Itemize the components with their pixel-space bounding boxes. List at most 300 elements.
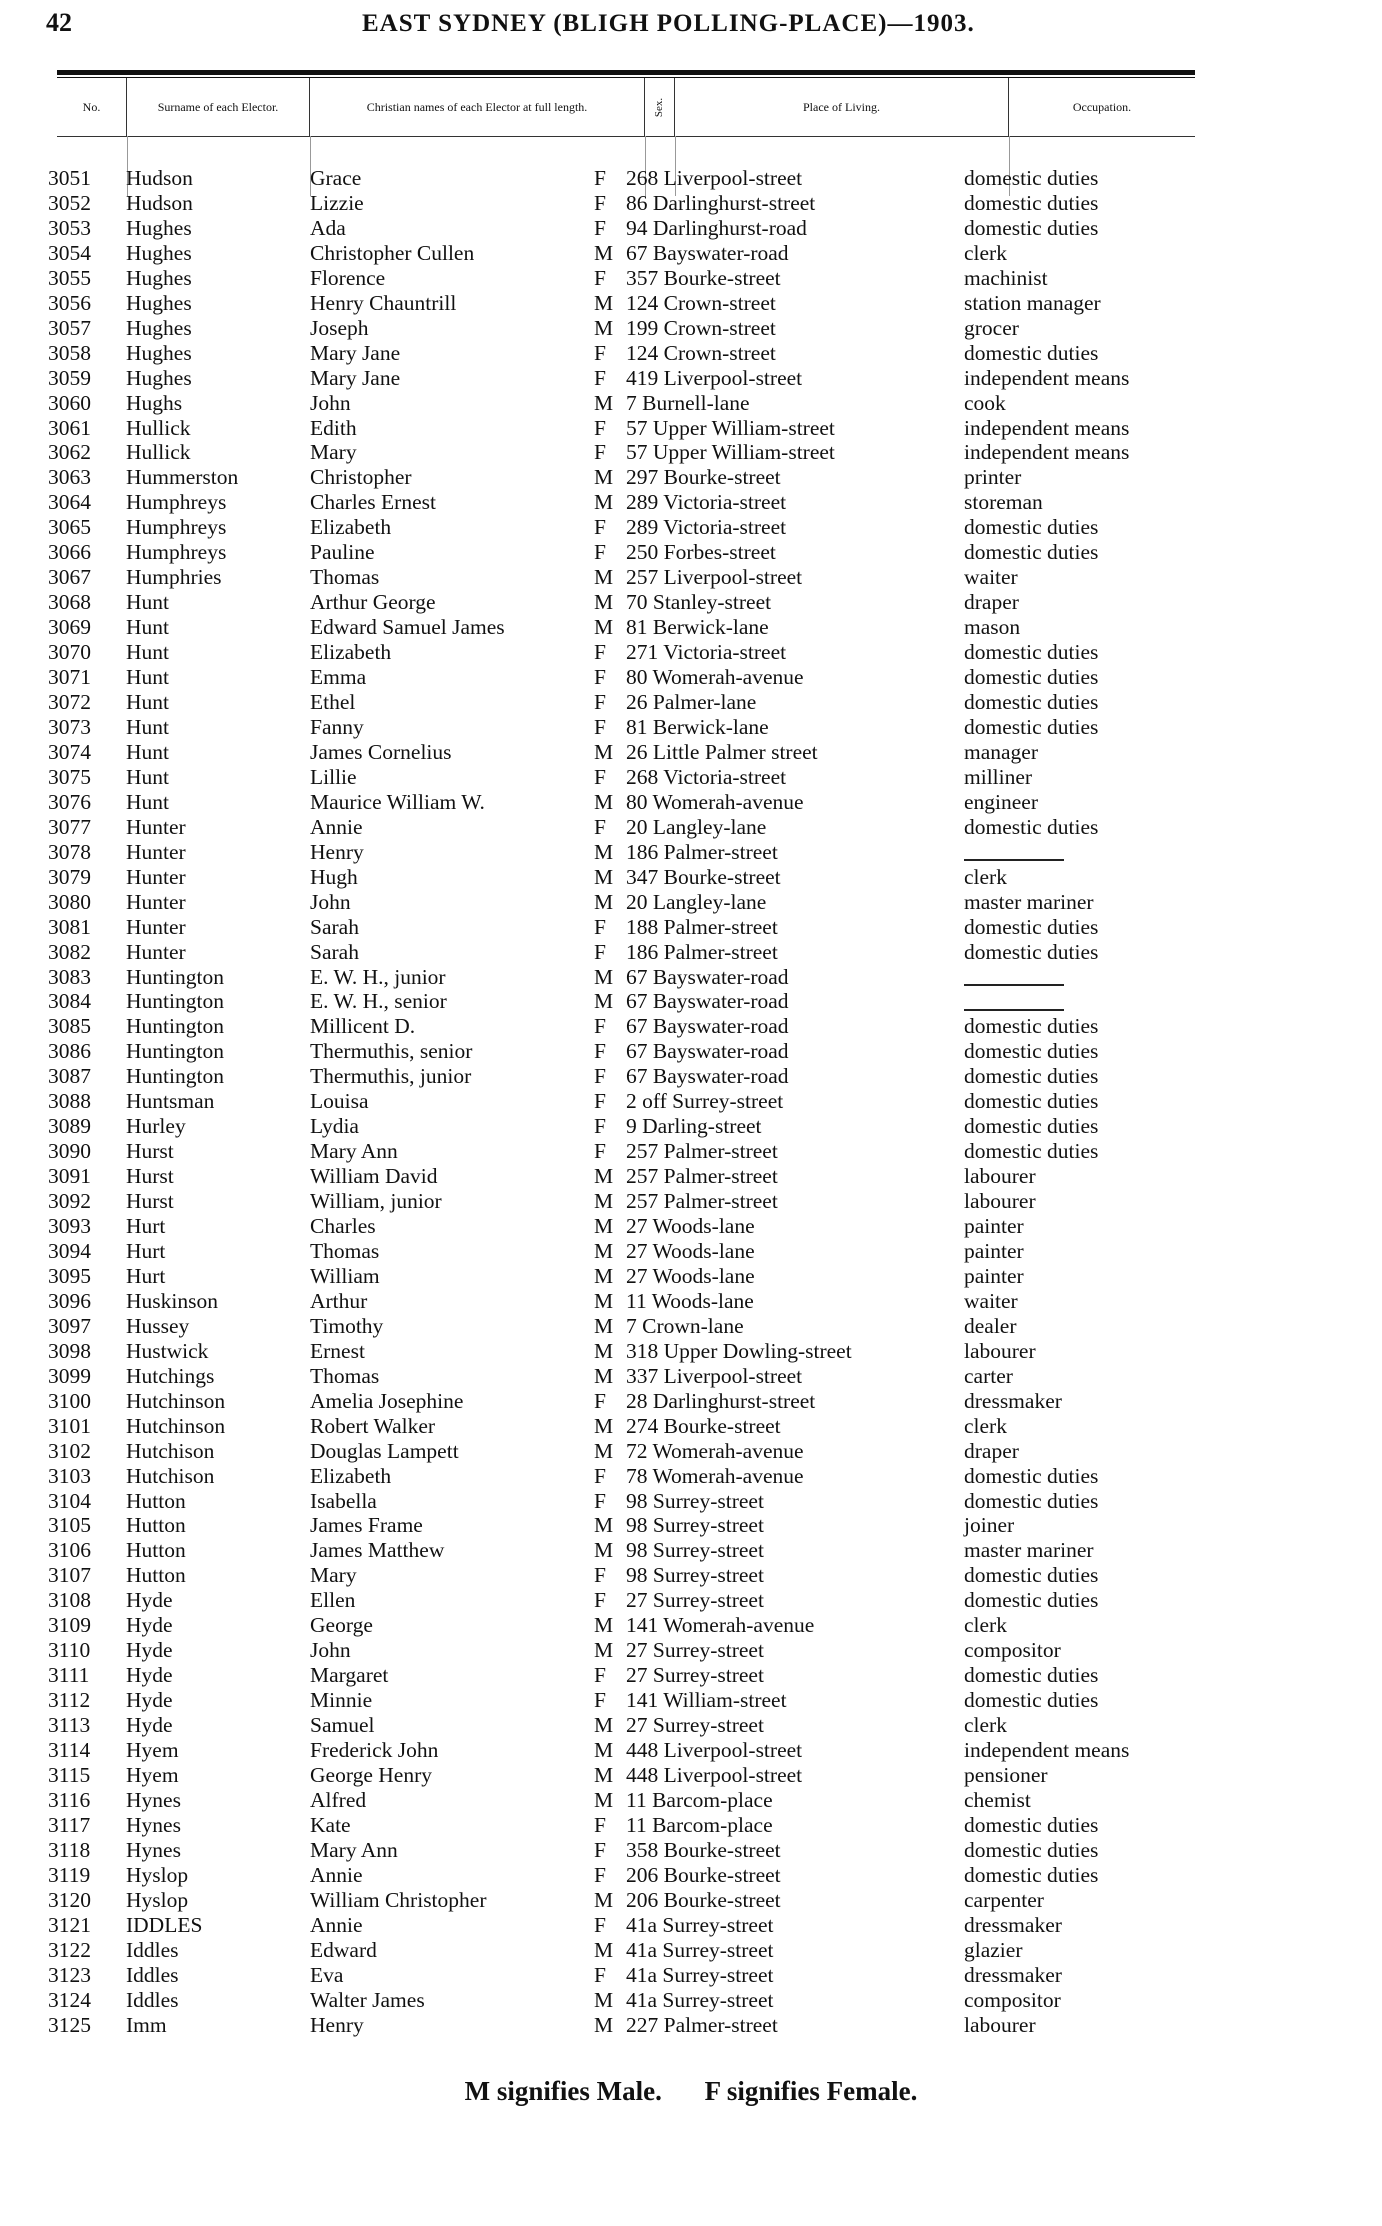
elector-sex: F <box>594 1089 606 1114</box>
table-row <box>0 940 1382 965</box>
table-row <box>0 865 1382 890</box>
table-row <box>0 316 1382 341</box>
elector-number: 3075 <box>48 764 91 789</box>
elector-sex: F <box>594 340 606 365</box>
elector-occupation: domestic duties <box>964 1064 1099 1089</box>
table-row <box>0 665 1382 690</box>
elector-occupation <box>964 989 1064 1014</box>
elector-number: 3063 <box>48 465 91 490</box>
col-head-surname: Surname of each Elector. <box>127 78 310 136</box>
elector-number: 3121 <box>48 1912 91 1937</box>
elector-christian-names: Mary Jane <box>310 340 401 365</box>
elector-occupation: dressmaker <box>964 1388 1062 1413</box>
elector-sex: F <box>594 1064 606 1089</box>
elector-occupation: mason <box>964 615 1021 640</box>
elector-sex: M <box>594 739 614 764</box>
elector-surname: Hunter <box>126 914 186 939</box>
elector-surname: Hunter <box>126 814 186 839</box>
elector-occupation: pensioner <box>964 1763 1048 1787</box>
elector-number: 3096 <box>48 1288 91 1313</box>
elector-number: 3055 <box>48 265 91 290</box>
elector-sex: F <box>594 515 606 540</box>
table-row <box>0 615 1382 640</box>
elector-christian-names: Mary Ann <box>310 1139 398 1164</box>
elector-surname: Hynes <box>126 1837 181 1862</box>
elector-number: 3125 <box>48 2012 91 2037</box>
elector-sex: F <box>594 415 606 440</box>
elector-number: 3053 <box>48 215 91 240</box>
legend-male: M signifies Male. <box>464 2076 662 2106</box>
elector-number: 3109 <box>48 1613 91 1638</box>
elector-surname: Hunt <box>126 739 169 764</box>
elector-number: 3110 <box>48 1638 91 1663</box>
occupation-blank-dash <box>964 984 1064 986</box>
elector-number: 3078 <box>48 839 91 864</box>
elector-place-of-living: 41a Surrey-street <box>626 1912 774 1937</box>
elector-sex: F <box>594 540 606 565</box>
elector-occupation: domestic duties <box>964 1139 1099 1164</box>
elector-number: 3065 <box>48 515 91 540</box>
elector-place-of-living: 27 Surrey-street <box>626 1588 764 1613</box>
elector-number: 3097 <box>48 1313 91 1338</box>
elector-place-of-living: 20 Langley-lane <box>626 889 767 914</box>
table-row <box>0 1713 1382 1738</box>
elector-number: 3124 <box>48 1987 91 2012</box>
elector-number: 3072 <box>48 690 91 715</box>
elector-occupation: domestic duties <box>964 1563 1099 1588</box>
elector-sex: F <box>594 215 606 240</box>
elector-place-of-living: 41a Surrey-street <box>626 1937 774 1962</box>
elector-christian-names: Thomas <box>310 1238 380 1263</box>
elector-place-of-living: 186 Palmer-street <box>626 939 778 964</box>
elector-occupation: independent means <box>964 365 1130 390</box>
elector-surname: Hurt <box>126 1263 166 1288</box>
elector-place-of-living: 257 Palmer-street <box>626 1164 778 1189</box>
elector-surname: Hurt <box>126 1238 166 1263</box>
elector-number: 3103 <box>48 1463 91 1488</box>
table-row <box>0 216 1382 241</box>
elector-sex: M <box>594 590 614 615</box>
elector-place-of-living: 98 Surrey-street <box>626 1538 764 1563</box>
elector-place-of-living: 206 Bourke-street <box>626 1887 781 1912</box>
table-row <box>0 590 1382 615</box>
table-row <box>0 1963 1382 1988</box>
elector-sex: M <box>594 315 614 340</box>
elector-sex: F <box>594 1688 606 1713</box>
table-row <box>0 166 1382 191</box>
elector-occupation: clerk <box>964 1613 1007 1638</box>
occupation-blank-dash <box>964 859 1064 861</box>
elector-place-of-living: 11 Woods-lane <box>626 1288 754 1313</box>
elector-number: 3100 <box>48 1388 91 1413</box>
elector-christian-names: Edith <box>310 415 357 440</box>
elector-place-of-living: 98 Surrey-street <box>626 1513 764 1538</box>
elector-sex: F <box>594 914 606 939</box>
elector-surname: Humphreys <box>126 490 227 515</box>
elector-surname: Huntsman <box>126 1089 215 1114</box>
elector-christian-names: Henry Chauntrill <box>310 290 457 315</box>
elector-number: 3093 <box>48 1214 91 1239</box>
elector-place-of-living: 227 Palmer-street <box>626 2012 778 2037</box>
col-head-sex-label: Sex. <box>653 97 665 117</box>
table-row <box>0 341 1382 366</box>
elector-place-of-living: 67 Bayswater-road <box>626 1014 789 1039</box>
elector-surname: Huskinson <box>126 1288 218 1313</box>
elector-place-of-living: 271 Victoria-street <box>626 640 787 665</box>
occupation-blank-dash <box>964 1009 1064 1011</box>
elector-number: 3099 <box>48 1363 91 1388</box>
table-row <box>0 1014 1382 1039</box>
elector-place-of-living: 347 Bourke-street <box>626 864 781 889</box>
elector-place-of-living: 81 Berwick-lane <box>626 714 769 739</box>
elector-occupation: domestic duties <box>964 1014 1099 1039</box>
elector-occupation: labourer <box>964 2012 1036 2037</box>
elector-place-of-living: 7 Crown-lane <box>626 1313 744 1338</box>
table-row <box>0 1389 1382 1414</box>
elector-christian-names: Florence <box>310 265 386 290</box>
table-row <box>0 416 1382 441</box>
elector-christian-names: Annie <box>310 1912 363 1937</box>
elector-christian-names: Frederick John <box>310 1738 439 1763</box>
elector-sex: M <box>594 1937 614 1962</box>
elector-surname: Hummerston <box>126 465 239 490</box>
elector-christian-names: Alfred <box>310 1787 367 1812</box>
table-row <box>0 1938 1382 1963</box>
elector-surname: Hunter <box>126 839 186 864</box>
elector-christian-names: Fanny <box>310 714 364 739</box>
elector-sex: F <box>594 1837 606 1862</box>
elector-occupation: compositor <box>964 1638 1061 1663</box>
table-row <box>0 540 1382 565</box>
elector-sex: F <box>594 1463 606 1488</box>
elector-number: 3115 <box>48 1763 91 1787</box>
elector-christian-names: Eva <box>310 1962 344 1987</box>
elector-surname: Iddles <box>126 1987 179 2012</box>
elector-surname: Huntington <box>126 989 224 1014</box>
elector-christian-names: Margaret <box>310 1663 389 1688</box>
elector-place-of-living: 206 Bourke-street <box>626 1862 781 1887</box>
elector-surname: Hunt <box>126 690 169 715</box>
elector-number: 3119 <box>48 1862 91 1887</box>
elector-surname: Hunter <box>126 864 186 889</box>
elector-surname: Hutchison <box>126 1463 215 1488</box>
elector-christian-names: Thermuthis, senior <box>310 1039 473 1064</box>
elector-place-of-living: 141 Womerah-avenue <box>626 1613 815 1638</box>
elector-sex: M <box>594 1164 614 1189</box>
table-row <box>0 366 1382 391</box>
elector-number: 3087 <box>48 1064 91 1089</box>
elector-place-of-living: 80 Womerah-avenue <box>626 789 804 814</box>
elector-christian-names: Arthur George <box>310 590 436 615</box>
elector-surname: Hyde <box>126 1613 173 1638</box>
elector-sex: F <box>594 764 606 789</box>
elector-christian-names: Walter James <box>310 1987 425 2012</box>
table-row <box>0 1763 1382 1788</box>
elector-sex: M <box>594 1513 614 1538</box>
elector-place-of-living: 20 Langley-lane <box>626 814 767 839</box>
elector-sex: M <box>594 1263 614 1288</box>
elector-sex: F <box>594 166 606 190</box>
elector-sex: M <box>594 1787 614 1812</box>
elector-occupation: domestic duties <box>964 914 1099 939</box>
elector-place-of-living: 28 Darlinghurst-street <box>626 1388 816 1413</box>
table-row <box>0 1663 1382 1688</box>
elector-christian-names: Louisa <box>310 1089 369 1114</box>
elector-place-of-living: 41a Surrey-street <box>626 1987 774 2012</box>
elector-occupation: labourer <box>964 1338 1036 1363</box>
elector-christian-names: Thomas <box>310 1363 380 1388</box>
elector-number: 3106 <box>48 1538 91 1563</box>
elector-occupation: clerk <box>964 1713 1007 1738</box>
table-row <box>0 1214 1382 1239</box>
elector-sex: F <box>594 1139 606 1164</box>
elector-occupation: manager <box>964 739 1039 764</box>
table-row <box>0 1039 1382 1064</box>
elector-occupation: station manager <box>964 290 1101 315</box>
elector-sex: F <box>594 1014 606 1039</box>
elector-number: 3120 <box>48 1887 91 1912</box>
elector-surname: Hunt <box>126 590 169 615</box>
elector-christian-names: Henry <box>310 839 364 864</box>
elector-christian-names: Sarah <box>310 914 359 939</box>
elector-sex: M <box>594 989 614 1014</box>
elector-sex: F <box>594 1488 606 1513</box>
elector-christian-names: Ada <box>310 215 346 240</box>
table-row <box>0 1913 1382 1938</box>
elector-christian-names: Edward <box>310 1937 377 1962</box>
elector-number: 3073 <box>48 714 91 739</box>
elector-christian-names: E. W. H., senior <box>310 989 447 1014</box>
elector-number: 3108 <box>48 1588 91 1613</box>
elector-surname: Huntington <box>126 1064 224 1089</box>
elector-occupation: milliner <box>964 764 1033 789</box>
elector-christian-names: George <box>310 1613 373 1638</box>
elector-christian-names: John <box>310 1638 351 1663</box>
elector-number: 3091 <box>48 1164 91 1189</box>
elector-occupation: carter <box>964 1363 1013 1388</box>
elector-surname: Hurst <box>126 1189 174 1214</box>
elector-christian-names: John <box>310 390 351 415</box>
elector-place-of-living: 27 Woods-lane <box>626 1263 755 1288</box>
page-header <box>0 4 1382 40</box>
elector-occupation: domestic duties <box>964 1862 1099 1887</box>
elector-occupation: domestic duties <box>964 665 1099 690</box>
elector-surname: Huntington <box>126 1014 224 1039</box>
elector-christian-names: Mary Ann <box>310 1837 398 1862</box>
elector-number: 3082 <box>48 939 91 964</box>
elector-number: 3052 <box>48 190 91 215</box>
elector-number: 3071 <box>48 665 91 690</box>
elector-sex: M <box>594 1338 614 1363</box>
elector-number: 3077 <box>48 814 91 839</box>
elector-christian-names: Thermuthis, junior <box>310 1064 472 1089</box>
elector-sex: M <box>594 789 614 814</box>
column-headers <box>57 78 1195 137</box>
elector-surname: Hurt <box>126 1214 166 1239</box>
elector-occupation: carpenter <box>964 1887 1044 1912</box>
elector-christian-names: Hugh <box>310 864 358 889</box>
elector-number: 3092 <box>48 1189 91 1214</box>
elector-occupation: domestic duties <box>964 690 1099 715</box>
elector-sex: M <box>594 565 614 590</box>
header-rule-thick <box>57 70 1195 75</box>
elector-place-of-living: 98 Surrey-street <box>626 1488 764 1513</box>
elector-place-of-living: 67 Bayswater-road <box>626 1039 789 1064</box>
elector-place-of-living: 199 Crown-street <box>626 315 776 340</box>
elector-surname: Hullick <box>126 440 191 465</box>
elector-sex: M <box>594 1214 614 1239</box>
elector-number: 3088 <box>48 1089 91 1114</box>
elector-christian-names: Robert Walker <box>310 1413 436 1438</box>
elector-sex: F <box>594 1912 606 1937</box>
elector-sex: M <box>594 2012 614 2037</box>
elector-surname: Humphreys <box>126 540 227 565</box>
elector-surname: Hutton <box>126 1488 186 1513</box>
elector-occupation: machinist <box>964 265 1048 290</box>
elector-place-of-living: 81 Berwick-lane <box>626 615 769 640</box>
elector-number: 3058 <box>48 340 91 365</box>
table-row <box>0 1988 1382 2013</box>
elector-christian-names: Mary <box>310 440 357 465</box>
elector-christian-names: Maurice William W. <box>310 789 485 814</box>
elector-sex: M <box>594 839 614 864</box>
elector-occupation: domestic duties <box>964 1837 1099 1862</box>
elector-number: 3086 <box>48 1039 91 1064</box>
elector-sex: M <box>594 290 614 315</box>
elector-place-of-living: 94 Darlinghurst-road <box>626 215 807 240</box>
table-row <box>0 1738 1382 1763</box>
elector-place-of-living: 11 Barcom-place <box>626 1812 773 1837</box>
table-row <box>0 1439 1382 1464</box>
table-row <box>0 565 1382 590</box>
elector-place-of-living: 257 Palmer-street <box>626 1189 778 1214</box>
elector-surname: Hyslop <box>126 1862 189 1887</box>
elector-christian-names: Pauline <box>310 540 375 565</box>
elector-surname: Imm <box>126 2012 167 2037</box>
elector-occupation: master mariner <box>964 889 1094 914</box>
table-row <box>0 1563 1382 1588</box>
elector-place-of-living: 268 Liverpool-street <box>626 166 803 190</box>
elector-number: 3089 <box>48 1114 91 1139</box>
elector-place-of-living: 78 Womerah-avenue <box>626 1463 804 1488</box>
elector-occupation: storeman <box>964 490 1043 515</box>
elector-christian-names: William David <box>310 1164 438 1189</box>
elector-place-of-living: 80 Womerah-avenue <box>626 665 804 690</box>
elector-sex: F <box>594 814 606 839</box>
elector-number: 3094 <box>48 1238 91 1263</box>
elector-number: 3070 <box>48 640 91 665</box>
elector-sex: M <box>594 1288 614 1313</box>
elector-sex: M <box>594 1763 614 1787</box>
elector-surname: Hurst <box>126 1164 174 1189</box>
table-row <box>0 1538 1382 1563</box>
elector-surname: Hurst <box>126 1139 174 1164</box>
elector-surname: Hullick <box>126 415 191 440</box>
elector-number: 3067 <box>48 565 91 590</box>
elector-number: 3122 <box>48 1937 91 1962</box>
elector-place-of-living: 419 Liverpool-street <box>626 365 803 390</box>
elector-occupation: dressmaker <box>964 1962 1062 1987</box>
elector-christian-names: Grace <box>310 166 362 190</box>
elector-sex: M <box>594 1738 614 1763</box>
elector-occupation: labourer <box>964 1164 1036 1189</box>
elector-place-of-living: 11 Barcom-place <box>626 1787 773 1812</box>
table-row <box>0 1139 1382 1164</box>
table-row <box>0 1588 1382 1613</box>
table-row <box>0 490 1382 515</box>
col-head-place: Place of Living. <box>675 78 1009 136</box>
elector-surname: Hunt <box>126 665 169 690</box>
elector-christian-names: Sarah <box>310 939 359 964</box>
elector-surname: Hyde <box>126 1663 173 1688</box>
elector-surname: Humphries <box>126 565 222 590</box>
elector-occupation: dressmaker <box>964 1912 1062 1937</box>
elector-surname: Hutchinson <box>126 1388 226 1413</box>
elector-place-of-living: 86 Darlinghurst-street <box>626 190 816 215</box>
elector-surname: Hughes <box>126 315 192 340</box>
table-row <box>0 1089 1382 1114</box>
elector-christian-names: Amelia Josephine <box>310 1388 464 1413</box>
elector-surname: Hynes <box>126 1787 181 1812</box>
elector-number: 3116 <box>48 1787 91 1812</box>
elector-surname: IDDLES <box>126 1912 203 1937</box>
elector-sex: F <box>594 1962 606 1987</box>
elector-occupation: chemist <box>964 1787 1031 1812</box>
table-row <box>0 1239 1382 1264</box>
elector-sex: M <box>594 1538 614 1563</box>
elector-christian-names: Lizzie <box>310 190 364 215</box>
elector-sex: M <box>594 1638 614 1663</box>
elector-occupation: domestic duties <box>964 640 1099 665</box>
elector-place-of-living: 358 Bourke-street <box>626 1837 781 1862</box>
col-head-sex <box>645 78 675 136</box>
elector-christian-names: Millicent D. <box>310 1014 416 1039</box>
elector-place-of-living: 41a Surrey-street <box>626 1962 774 1987</box>
elector-occupation: draper <box>964 1438 1019 1463</box>
table-row <box>0 1513 1382 1538</box>
elector-number: 3054 <box>48 240 91 265</box>
elector-christian-names: Samuel <box>310 1713 375 1738</box>
elector-occupation: domestic duties <box>964 515 1099 540</box>
table-row <box>0 640 1382 665</box>
table-row <box>0 1638 1382 1663</box>
elector-surname: Hughes <box>126 290 192 315</box>
elector-place-of-living: 289 Victoria-street <box>626 490 787 515</box>
elector-place-of-living: 7 Burnell-lane <box>626 390 750 415</box>
elector-place-of-living: 27 Surrey-street <box>626 1638 764 1663</box>
elector-place-of-living: 67 Bayswater-road <box>626 240 789 265</box>
elector-surname: Hyslop <box>126 1887 189 1912</box>
elector-number: 3059 <box>48 365 91 390</box>
elector-occupation: domestic duties <box>964 814 1099 839</box>
elector-christian-names: Elizabeth <box>310 640 392 665</box>
elector-sex: F <box>594 365 606 390</box>
elector-sex: F <box>594 190 606 215</box>
elector-christian-names: Thomas <box>310 565 380 590</box>
elector-sex: M <box>594 1713 614 1738</box>
table-row <box>0 465 1382 490</box>
elector-sex: M <box>594 1363 614 1388</box>
elector-sex: F <box>594 1812 606 1837</box>
elector-christian-names: Christopher Cullen <box>310 240 475 265</box>
table-row <box>0 266 1382 291</box>
elector-sex: F <box>594 1862 606 1887</box>
elector-place-of-living: 98 Surrey-street <box>626 1563 764 1588</box>
elector-christian-names: Lydia <box>310 1114 359 1139</box>
elector-place-of-living: 57 Upper William-street <box>626 415 835 440</box>
elector-sex: F <box>594 939 606 964</box>
elector-number: 3068 <box>48 590 91 615</box>
